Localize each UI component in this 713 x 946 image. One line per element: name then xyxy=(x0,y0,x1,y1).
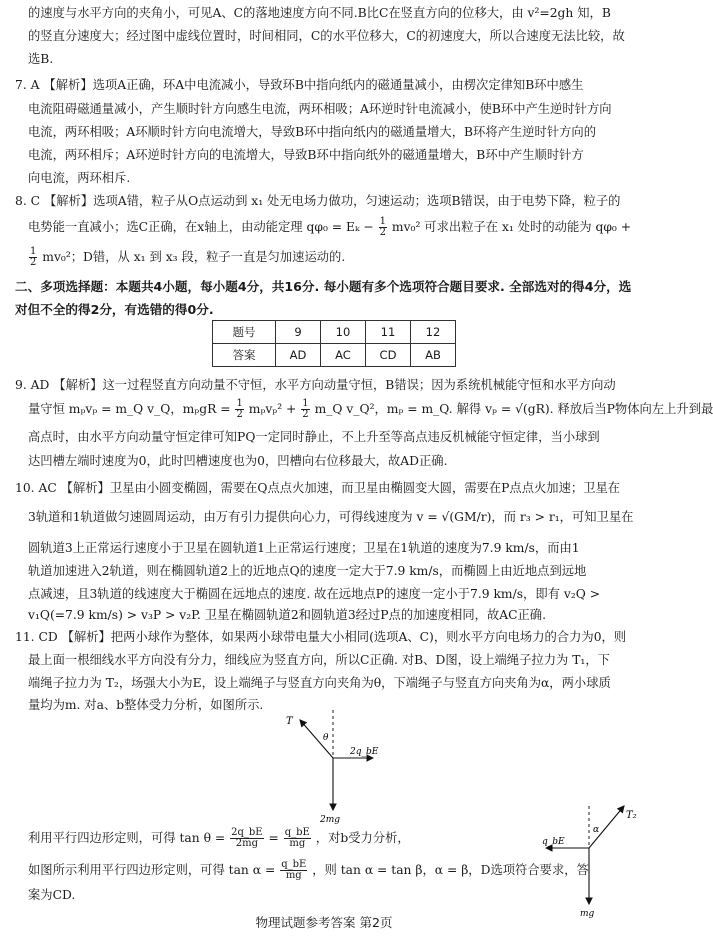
text-line: 案为CD. xyxy=(28,888,76,902)
fraction-den: 2 xyxy=(302,409,309,420)
fraction-den: mg xyxy=(285,870,302,881)
text-seg: 利用平行四边形定则，可得 tan θ = xyxy=(28,831,226,845)
fraction-num: 1 xyxy=(236,398,243,409)
text-line: 端绳子拉力为 T₂，场强大小为E，设上端绳子与竖直方向夹角为θ，下端绳子与竖直方向夹角为α，两小球质 xyxy=(28,676,611,690)
label-electric-force: q_bE xyxy=(542,837,565,847)
label-theta: θ xyxy=(323,733,329,743)
text-seg: m_Q v_Q²，mₚ = m_Q. 解得 vₚ = √(gR). 释放后当P物体向左上升到最 xyxy=(314,402,713,416)
fraction-num: q_bE xyxy=(281,859,307,870)
text-seg: 量守恒 mₚvₚ = m_Q v_Q，mₚgR = xyxy=(28,402,231,416)
fraction xyxy=(284,828,311,849)
text-line: 选B. xyxy=(28,52,54,66)
text-line xyxy=(28,398,713,420)
fraction xyxy=(379,217,387,238)
text-seg: mv₀²；D错，从 x₁ 到 x₃ 段，粒子一直是匀加速运动的. xyxy=(42,250,346,264)
fraction-den: 2mg xyxy=(235,838,258,849)
table-cell: 题号 xyxy=(213,321,276,344)
label-T2: T₂ xyxy=(626,810,637,821)
table-cell: CD xyxy=(366,344,411,367)
text-line: v₁Q(=7.9 km/s) > v₃P > v₂P. 卫星在椭圆轨道2和圆轨道3经过P点的加速度相同，故AC正确. xyxy=(28,608,547,622)
text-line: 最上面一根细线水平方向没有分力，细线应为竖直方向，所以C正确. 对B、D图，设上端绳子拉力为 T₁，下 xyxy=(28,653,610,667)
fraction-num: 1 xyxy=(30,246,37,257)
label-gravity: 2mg xyxy=(320,815,341,825)
text-seg: = xyxy=(268,831,279,845)
table-cell: AD xyxy=(276,344,321,367)
fraction-num: 2q_bE xyxy=(231,827,263,838)
fraction-num: 1 xyxy=(379,216,386,227)
answer-9: 9. AD 【解析】这一过程竖直方向动量不守恒，水平方向动量守恒，B错误；因为系统机械能守恒和水平方向动 xyxy=(15,378,616,392)
text-line: 圆轨道3上正常运行速度小于卫星在圆轨道1上正常运行速度；卫星在1轨道的速度为7.9 km/s，而由1 xyxy=(28,541,580,555)
text-line: 电流，两环相吸；A环顺时针方向电流增大，导致B环中指向纸内的磁通量增大，B环将产生逆时针方向的 xyxy=(28,125,597,139)
text-seg: 如图所示利用平行四边形定则，可得 tan α = xyxy=(28,863,276,877)
text-line: 量均为m. 对a、b整体受力分析，如图所示. xyxy=(28,698,264,712)
fraction xyxy=(29,247,37,268)
label-electric-force: 2q_bE xyxy=(350,747,379,757)
table-row xyxy=(213,321,456,344)
fraction-den: mg xyxy=(289,838,306,849)
text-line: 电流，两环相斥；A环逆时针方向的电流增大，导致B环中指向纸外的磁通量增大，B环中产生顺时针方 xyxy=(28,148,584,162)
fraction xyxy=(280,860,307,881)
answer-8: 8. C 【解析】选项A错，粒子从O点运动到 x₁ 处无电场力做功，匀速运动；选项B错误，由于电势下降，粒子的 xyxy=(15,194,621,208)
table-row xyxy=(213,344,456,367)
text-line: 电流阻碍磁通量减小，产生顺时针方向感生电流，两环相吸；A环逆时针电流减小，使B环中产生逆时针方向 xyxy=(28,102,612,116)
label-alpha: α xyxy=(593,825,600,835)
table-cell: 10 xyxy=(321,321,366,344)
answer-10: 10. AC 【解析】卫星由小圆变椭圆，需要在Q点点火加速，而卫星由椭圆变大圆，需要在P点点火加速；卫星在 xyxy=(15,481,621,495)
fraction-den: 2 xyxy=(30,257,37,268)
fraction xyxy=(230,828,263,849)
text-line: 点减速，且3轨道的线速度大于椭圆在远地点的速度. 故在远地点P的速度一定小于7.9 km/s，即有 v₂Q > xyxy=(28,587,601,601)
table-cell: 12 xyxy=(411,321,456,344)
fraction-den: 2 xyxy=(379,227,386,238)
text-line: 高点时，由水平方向动量守恒定律可知PQ一定同时静止，不上升至等高点违反机械能守恒定律，当小球到 xyxy=(28,430,600,444)
text-seg: mₚvₚ² + xyxy=(248,402,297,416)
page-footer: 物理试题参考答案 第2页 xyxy=(255,915,393,930)
answer-11: 11. CD 【解析】把两小球作为整体，如果两小球带电量大小相同(选项A、C)，则水平方向电场力的合力为0，则 xyxy=(15,630,627,644)
answer-7: 7. A 【解析】选项A正确，环A中电流减小，导致环B中指向纸内的磁通量减小，由楞次定律知B环中感生 xyxy=(15,78,584,92)
text-seg: ，则 tan α = tan β，α = β，D选项符合要求，答 xyxy=(312,863,589,877)
text-seg: 电势能一直减小；选C正确，在x轴上，由动能定理 qφ₀ = Eₖ − xyxy=(28,220,374,234)
table-cell: 9 xyxy=(276,321,321,344)
answer-table xyxy=(212,320,456,367)
text-line xyxy=(28,246,628,268)
table-cell: AC xyxy=(321,344,366,367)
table-cell: AB xyxy=(411,344,456,367)
text-line: 向电流，两环相斥. xyxy=(28,171,131,185)
text-line: 3轨道和1轨道做匀速圆周运动，由万有引力提供向心力，可得线速度为 v = √(GM/r)，而 r₃ > r₁，可知卫星在 xyxy=(28,510,634,524)
label-gravity: mg xyxy=(580,909,595,919)
text-line: 的速度与水平方向的夹角小，可见A、C的落地速度方向不同.B比C在竖直方向的位移大，由 v²=2gh 知，B xyxy=(28,6,611,20)
text-line: 轨道加速进入2轨道，则在椭圆轨道2上的近地点Q的速度一定大于7.9 km/s，而椭圆上由近地点到远地 xyxy=(28,564,587,578)
section-heading: 二、多项选择题：本题共4小题，每小题4分，共16分. 每小题有多个选项符合题目要求. 全部选对的得4分，选 xyxy=(15,279,632,294)
fraction xyxy=(301,399,309,420)
text-seg: mv₀² 可求出粒子在 x₁ 处时的动能为 qφ₀ + xyxy=(391,220,632,234)
text-seg: ，对b受力分析， xyxy=(315,831,410,845)
force-diagram-ball-b xyxy=(538,806,638,918)
fraction-num: q_bE xyxy=(284,827,310,838)
text-line xyxy=(28,858,589,882)
force-diagram-whole xyxy=(280,710,380,825)
fraction-num: 1 xyxy=(302,398,309,409)
table-cell: 11 xyxy=(366,321,411,344)
label-T: T xyxy=(286,716,293,727)
text-line: 达凹槽左端时速度为0，此时凹槽速度也为0，凹槽向右位移最大，故AD正确. xyxy=(28,454,448,468)
text-line: 的竖直分速度大；经过图中虚线位置时，时间相同，C的水平位移大，C的初速度大，所以合速度无法比较，故 xyxy=(28,29,625,43)
table-cell: 答案 xyxy=(213,344,276,367)
fraction-den: 2 xyxy=(236,409,243,420)
text-line xyxy=(28,216,632,238)
fraction xyxy=(235,399,243,420)
section-heading: 对但不全的得2分，有选错的得0分. xyxy=(15,302,214,317)
